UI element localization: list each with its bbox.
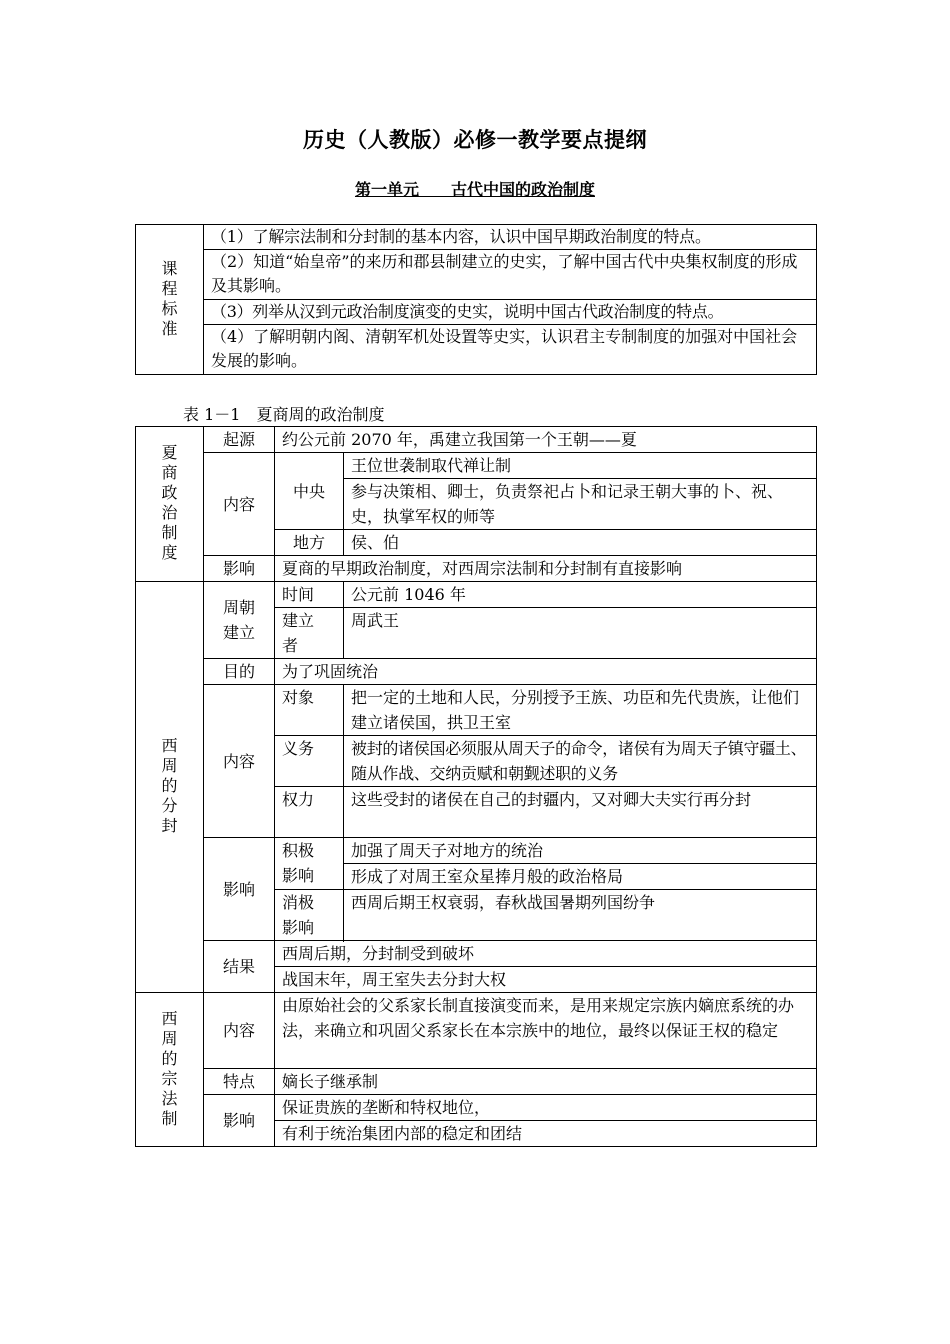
feature-value: 嫡长子继承制 xyxy=(275,1069,817,1095)
central-value-1: 王位世袭制取代禅让制 xyxy=(344,453,817,479)
feature-label: 特点 xyxy=(204,1069,275,1095)
founding-label-cell xyxy=(204,582,275,659)
unit-title: 第一单元 古代中国的政治制度 xyxy=(354,180,595,199)
time-value: 公元前 1046 年 xyxy=(344,582,817,608)
xia-content-label: 内容 xyxy=(204,453,275,556)
fengjian-label-cell xyxy=(136,582,204,993)
zongfa-label: 西周的宗法制 xyxy=(161,1008,178,1128)
origin-value: 约公元前 2070 年，禹建立我国第一个王朝——夏 xyxy=(275,427,817,453)
unit-heading xyxy=(0,177,950,200)
zongfa-influence-label: 影响 xyxy=(204,1095,275,1147)
negative-label: 消极影响 xyxy=(282,893,315,937)
founding-label: 周朝建立 xyxy=(222,598,255,642)
duty-value: 被封的诸侯国必须服从周天子的命令，诸侯有为周天子镇守疆土、随从作战、交纳贡赋和朝觐述职的义务 xyxy=(344,736,817,787)
right-label: 权力 xyxy=(275,787,344,838)
result-label: 结果 xyxy=(204,941,275,993)
origin-label: 起源 xyxy=(204,427,275,453)
xia-shang-label: 夏商政治制度 xyxy=(161,443,178,562)
zongfa-content-label: 内容 xyxy=(204,993,275,1069)
fengjian-label: 西周的分封 xyxy=(161,736,178,835)
zongfa-label-cell xyxy=(136,993,204,1147)
zongfa-content-value: 由原始社会的父系家长制直接演变而来，是用来规定宗族内嫡庶系统的办法，来确立和巩固父系家长在本宗族中的地位，最终以保证王权的稳定 xyxy=(275,993,817,1069)
fengjian-content-label: 内容 xyxy=(204,685,275,838)
result-value-1: 西周后期，分封制受到破坏 xyxy=(275,941,817,967)
negative-value: 西周后期王权衰弱，春秋战国暑期列国纷争 xyxy=(344,890,817,941)
founder-label-text: 建立者 xyxy=(282,611,315,655)
standard-item: （3）列举从汉到元政治制度演变的史实，说明中国古代政治制度的特点。 xyxy=(204,300,817,325)
duty-label: 义务 xyxy=(275,736,344,787)
xia-influence-label: 影响 xyxy=(204,556,275,582)
zongfa-influence-value-2: 有利于统治集团内部的稳定和团结 xyxy=(275,1121,817,1147)
local-label: 地方 xyxy=(275,530,344,556)
positive-value-2: 形成了对周王室众星捧月般的政治格局 xyxy=(344,864,817,890)
right-value: 这些受封的诸侯在自己的封疆内，又对卿大夫实行再分封 xyxy=(344,787,817,838)
positive-value-1: 加强了周天子对地方的统治 xyxy=(344,838,817,864)
negative-label-cell xyxy=(275,890,344,941)
political-system-table xyxy=(135,426,817,1147)
positive-label-cell xyxy=(275,838,344,890)
central-value-2: 参与决策相、卿士，负责祭祀占卜和记录王朝大事的卜、祝、史，执掌军权的师等 xyxy=(344,479,817,530)
positive-label: 积极影响 xyxy=(282,841,315,885)
purpose-value: 为了巩固统治 xyxy=(275,659,817,685)
standard-item: （1）了解宗法制和分封制的基本内容，认识中国早期政治制度的特点。 xyxy=(204,225,817,250)
time-label: 时间 xyxy=(275,582,344,608)
founder-label xyxy=(275,608,344,659)
standard-item: （4）了解明朝内阁、清朝军机处设置等史实，认识君主专制制度的加强对中国社会发展的影响。 xyxy=(204,325,817,375)
fengjian-influence-label: 影响 xyxy=(204,838,275,941)
zongfa-influence-value-1: 保证贵族的垄断和特权地位， xyxy=(275,1095,817,1121)
xia-influence-value: 夏商的早期政治制度，对西周宗法制和分封制有直接影响 xyxy=(275,556,817,582)
result-value-2: 战国末年，周王室失去分封大权 xyxy=(275,967,817,993)
page-title: 历史（人教版）必修一教学要点提纲 xyxy=(303,128,647,152)
table-caption: 表 1－1 夏商周的政治制度 xyxy=(183,405,385,424)
object-value: 把一定的土地和人民，分别授予王族、功臣和先代贵族，让他们建立诸侯国，拱卫王室 xyxy=(344,685,817,736)
founder-value: 周武王 xyxy=(344,608,817,659)
purpose-label: 目的 xyxy=(204,659,275,685)
object-label: 对象 xyxy=(275,685,344,736)
central-label: 中央 xyxy=(275,453,344,530)
standard-item: （2）知道“始皇帝”的来历和郡县制建立的史实，了解中国古代中央集权制度的形成及其影响。 xyxy=(204,250,817,300)
standards-label-cell xyxy=(136,225,204,375)
local-value: 侯、伯 xyxy=(344,530,817,556)
xia-shang-label-cell xyxy=(136,427,204,582)
standards-label: 课程标准 xyxy=(161,258,178,338)
curriculum-standards-table xyxy=(135,224,817,375)
